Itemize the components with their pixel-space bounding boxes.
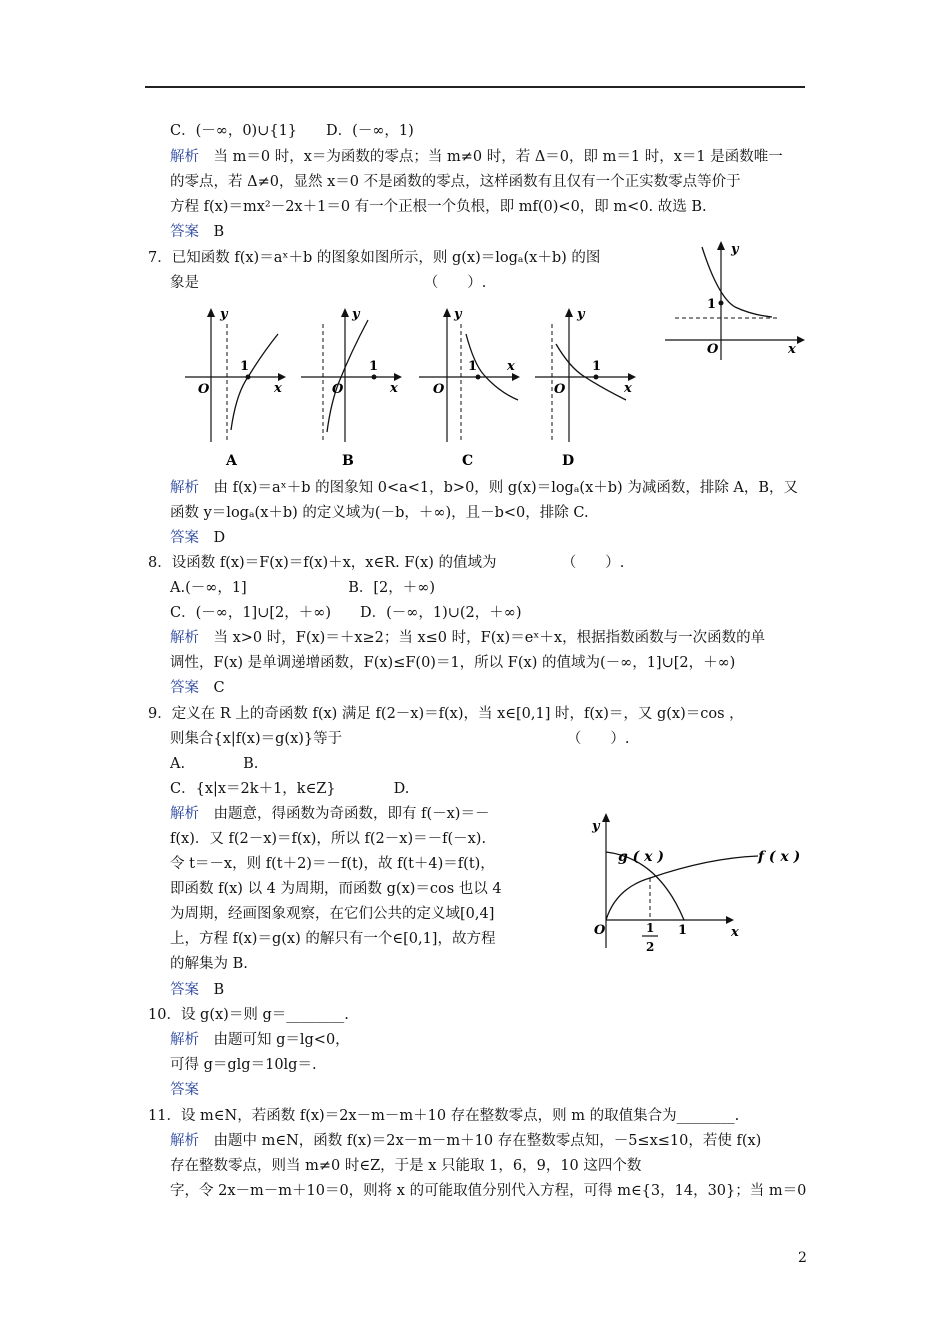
page-number: 2 [798,1250,807,1266]
label-o: O [594,923,606,938]
label-x: x [788,342,796,357]
log-curve [556,344,626,400]
q7-stem: 象是 （ ）. [170,275,487,291]
header-rule [145,86,805,88]
y-axis-arrow [443,308,451,317]
q9-analysis-line: 解析 由题意，得函数为奇函数，即有 f(－x)＝－ [170,806,490,822]
x-axis-arrow [797,336,805,344]
y-axis-arrow [207,308,215,317]
q9-analysis-line: 令 t＝－x，则 f(t＋2)＝－f(t)，故 f(t＋4)＝f(t)， [170,856,495,872]
analysis-label: 解析 [170,630,199,646]
label-o: O [433,382,445,397]
y-axis-arrow [341,308,349,317]
zero-point [246,375,251,380]
q7-choice-c-graph [414,302,524,472]
label-half-denominator: 2 [646,940,655,954]
y-axis-arrow [602,813,610,822]
label-x: x [731,925,739,940]
label-o: O [707,342,719,357]
point-one [594,375,599,380]
label-y: y [220,307,228,322]
y-axis-arrow [565,308,573,317]
label-one: 1 [369,359,379,374]
q9-options-cd: C．{x|x＝2k＋1，k∈Z} D. [170,781,410,797]
log-curve [327,320,368,432]
q10-analysis-line: 解析 由题可知 g＝lg<0， [170,1032,350,1048]
choice-letter: A [226,453,237,469]
answer-label: 答案 [170,530,199,546]
q9-stem: 则集合{x|f(x)＝g(x)}等于 （ ）. [170,731,630,747]
q7-analysis-line: 解析 由 f(x)＝aˣ＋b 的图象知 0<a<1，b>0，则 g(x)＝logₐ(x＋b) 为减函数，排除 A，B，又 [170,480,799,496]
choice-letter: B [342,453,354,469]
q11-analysis-line: 解析 由题中 m∈N，函数 f(x)＝2x－m－m＋10 存在整数零点知，－5≤x≤10，若使 f(x) [170,1133,762,1149]
q9-answer-line: 答案 B [170,982,225,998]
q9-analysis-line: 即函数 f(x) 以 4 为周期，而函数 g(x)＝cos 也以 4 [170,881,502,897]
label-f: f ( x ) [758,849,801,865]
choice-letter: C [462,453,474,469]
label-y: y [731,242,739,257]
q7-choice-b-graph [296,302,406,472]
q7-answer-line: 答案 D [170,530,226,546]
analysis-label: 解析 [170,1133,199,1149]
q8-analysis-line: 调性，F(x) 是单调递增函数，F(x)≤F(0)＝1，所以 F(x) 的值域为(－∞，1]∪[2，＋∞) [170,655,736,671]
q7-choice-a-graph [180,302,290,472]
q8-answer-line: 答案 C [170,680,225,696]
label-half-numerator: 1 [646,921,655,935]
analysis-label: 解析 [170,480,199,496]
label-o: O [198,382,210,397]
f-curve [606,856,758,920]
label-one: 1 [592,359,602,374]
x-axis-arrow [726,916,734,924]
q9-analysis-line: 为周期，经画图象观察，在它们公共的定义域[0,4] [170,906,495,922]
q9-stem: 9．定义在 R 上的奇函数 f(x) 满足 f(2－x)＝f(x)，当 x∈[0,1] 时，f(x)＝，又 g(x)＝cos ， [148,706,744,722]
q10-stem: 10．设 g(x)＝则 g＝________. [148,1007,349,1023]
q9-analysis-line: 的解集为 B. [170,956,248,972]
q8-options-ab: A.(－∞，1] B．[2，＋∞) [170,580,435,596]
answer-label: 答案 [170,982,199,998]
q10-answer-line [170,1080,199,1100]
q9-analysis-line: 上，方程 f(x)＝g(x) 的解只有一个∈[0,1]，故方程 [170,931,496,947]
label-y: y [352,307,360,322]
choice-letter: D [562,453,575,469]
answer-label: 答案 [170,680,199,696]
label-g: g ( x ) [618,849,665,865]
q7-stem: 7．已知函数 f(x)＝aˣ＋b 的图象如图所示，则 g(x)＝logₐ(x＋b) 的图 [148,250,601,266]
q8-analysis-line: 解析 当 x>0 时，F(x)＝＋x≥2；当 x≤0 时，F(x)＝eˣ＋x，根据指数函数与一次函数的单 [170,630,766,646]
label-one: 1 [468,359,478,374]
analysis-label: 解析 [170,806,199,822]
q8-stem: 8．设函数 f(x)＝F(x)＝f(x)＋x，x∈R. F(x) 的值域为 （ ）. [148,555,625,571]
q6-answer-line: 答案 B [170,224,225,240]
label-o: O [332,382,344,397]
x-axis-arrow [394,373,402,381]
q9-analysis-line: f(x)．又 f(2－x)＝f(x)，所以 f(2－x)＝－f(－x). [170,831,487,847]
q7-reference-graph [660,235,810,360]
q9-graph [588,808,808,958]
label-one: 1 [240,359,250,374]
label-one: 1 [707,297,717,312]
q11-analysis-line: 存在整数零点，则当 m≠0 时∈Z，于是 x 只能取 1，6，9，10 这四个数 [170,1158,642,1174]
q8-options-cd: C．(－∞，1]∪[2，＋∞) D．(－∞，1)∪(2，＋∞) [170,605,522,621]
q6-analysis-line: 方程 f(x)＝mx²－2x＋1＝0 有一个正根一个负根，即 mf(0)<0，即 m<0. 故选 B. [170,199,707,215]
q11-stem: 11．设 m∈N，若函数 f(x)＝2x－m－m＋10 存在整数零点，则 m 的取值集合为________. [148,1108,740,1124]
x-axis-arrow [278,373,286,381]
q11-analysis-line: 字，令 2x－m－m＋10＝0，则将 x 的可能取值分别代入方程，可得 m∈{3，14，30}；当 m＝0 [170,1183,807,1199]
label-x: x [624,381,632,396]
zero-point [476,375,481,380]
q6-analysis-line: 解析 当 m＝0 时，x＝为函数的零点；当 m≠0 时，若 Δ＝0，即 m＝1 时，x＝1 是函数唯一 [170,149,783,165]
analysis-label: 解析 [170,1032,199,1048]
label-y: y [454,307,462,322]
q9-options-ab: A. B. [170,756,259,772]
q7-choice-d-graph [530,302,640,472]
log-curve [231,334,278,430]
label-x: x [390,381,398,396]
answer-label: 答案 [170,1082,199,1098]
intercept-point [719,301,724,306]
answer-label: 答案 [170,224,199,240]
q6-analysis-line: 的零点，若 Δ≠0，显然 x＝0 不是函数的零点，这样函数有且仅有一个正实数零点等价于 [170,174,741,190]
label-x: x [274,381,282,396]
label-x: x [507,359,515,374]
label-one: 1 [678,923,688,938]
x-axis-arrow [628,373,636,381]
y-axis-arrow [717,241,725,250]
label-y: y [577,307,585,322]
label-y: y [592,819,600,834]
q7-analysis-line: 函数 y＝logₐ(x＋b) 的定义域为(－b，＋∞)，且－b<0，排除 C. [170,505,589,521]
x-axis-arrow [512,373,520,381]
label-o: O [554,382,566,397]
analysis-label: 解析 [170,149,199,165]
q10-analysis-line: 可得 g＝glg＝10lg＝. [170,1057,317,1073]
q6-options-cd: C．(－∞，0)∪{1} D．(－∞，1) [170,123,414,139]
point-one [372,375,377,380]
